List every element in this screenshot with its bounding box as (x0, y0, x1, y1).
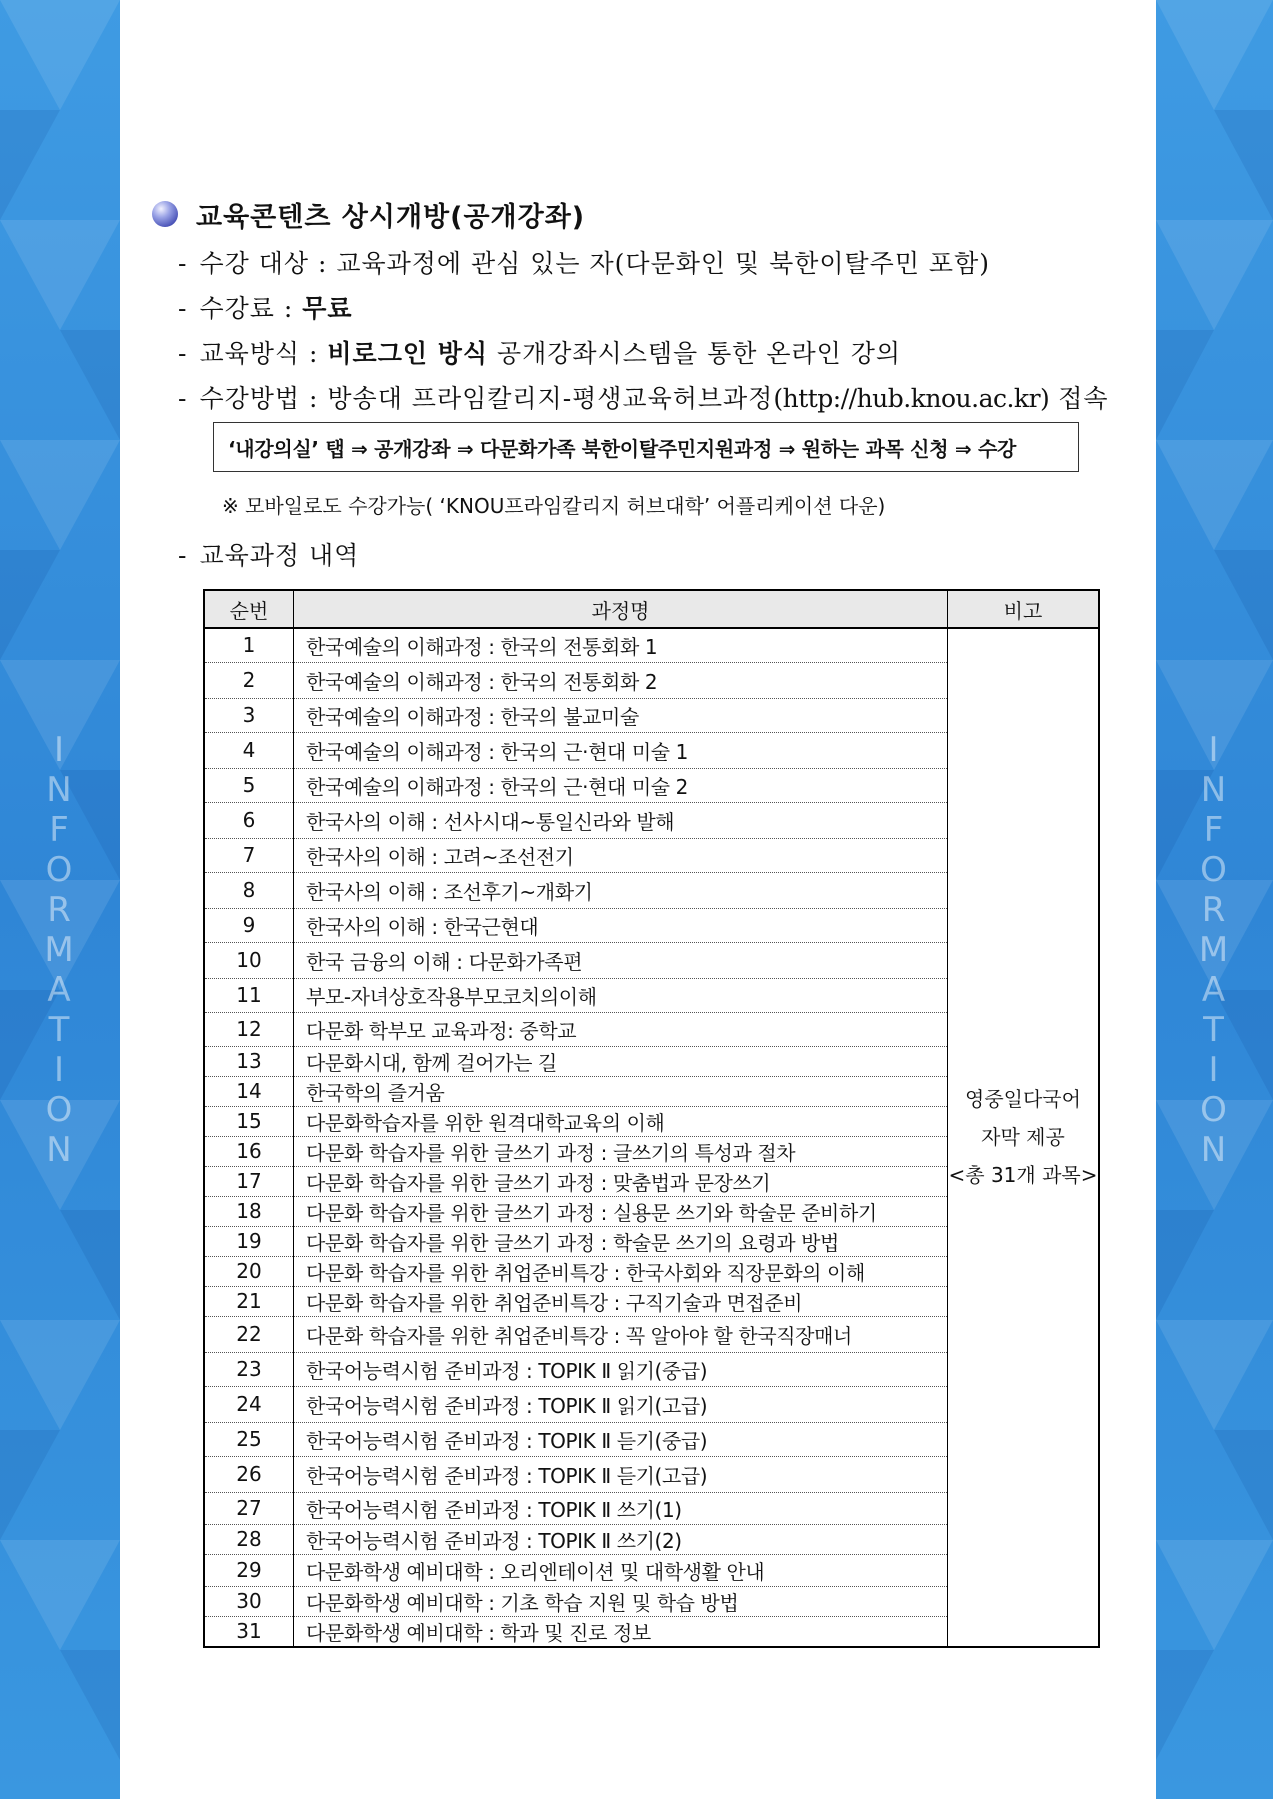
bullet-icon (152, 201, 178, 227)
course-name: 한국예술의 이해과정 : 한국의 근·현대 미술 1 (294, 732, 948, 768)
note-line: 영중일다국어 (965, 1087, 1081, 1112)
course-number: 1 (204, 628, 294, 662)
course-number: 27 (204, 1492, 294, 1524)
note-line: 자막 제공 (981, 1125, 1065, 1150)
course-name: 다문화 학습자를 위한 글쓰기 과정 : 글쓰기의 특성과 절차 (294, 1136, 948, 1166)
course-name: 한국학의 즐거움 (294, 1076, 948, 1106)
target-label: 수강 대상 : (199, 249, 328, 278)
course-name: 한국어능력시험 준비과정 : TOPIK Ⅱ 읽기(고급) (294, 1386, 948, 1422)
hub-url-link[interactable]: (http://hub.knou.ac.kr) (773, 384, 1050, 413)
course-name: 부모-자녀상호작용부모코치의이해 (294, 978, 948, 1012)
course-number: 20 (204, 1256, 294, 1286)
page-title: 교육콘텐츠 상시개방(공개강좌) (196, 201, 586, 233)
course-name: 한국어능력시험 준비과정 : TOPIK Ⅱ 쓰기(2) (294, 1524, 948, 1554)
course-number: 3 (204, 698, 294, 732)
table-header-row (204, 590, 1099, 628)
course-name: 다문화 학습자를 위한 취업준비특강 : 꼭 알아야 할 한국직장매너 (294, 1316, 948, 1352)
note-line: <총 31개 과목> (948, 1163, 1098, 1188)
course-name: 다문화 학습자를 위한 글쓰기 과정 : 학술문 쓰기의 요령과 방법 (294, 1226, 948, 1256)
side-label-left: I N F O R M A T I O N (44, 730, 76, 1170)
access-value: 방송대 프라임칼리지-평생교육허브과정 (327, 384, 774, 413)
course-number: 7 (204, 838, 294, 872)
course-name: 한국어능력시험 준비과정 : TOPIK Ⅱ 듣기(고급) (294, 1456, 948, 1492)
course-name: 한국예술의 이해과정 : 한국의 전통회화 1 (294, 628, 948, 662)
course-name: 한국사의 이해 : 고려~조선전기 (294, 838, 948, 872)
course-number: 29 (204, 1554, 294, 1586)
course-list-title: 교육과정 내역 (199, 541, 360, 570)
course-name: 다문화학생 예비대학 : 오리엔테이션 및 대학생활 안내 (294, 1554, 948, 1586)
right-decorative-band (1156, 0, 1273, 1799)
enrollment-flow-text: ‘내강의실’ 탭 ⇒ 공개강좌 ⇒ 다문화가족 북한이탈주민지원과정 ⇒ 원하는 과목 신청 ⇒ 수강 (228, 436, 1017, 461)
course-number: 22 (204, 1316, 294, 1352)
course-name: 한국예술의 이해과정 : 한국의 근·현대 미술 2 (294, 768, 948, 802)
course-name: 한국사의 이해 : 한국근현대 (294, 908, 948, 942)
course-number: 26 (204, 1456, 294, 1492)
course-number: 10 (204, 942, 294, 978)
course-number: 31 (204, 1616, 294, 1647)
course-table-body (204, 628, 1099, 1647)
course-name: 다문화학습자를 위한 원격대학교육의 이해 (294, 1106, 948, 1136)
header-note: 비고 (948, 590, 1100, 628)
course-name: 다문화 학습자를 위한 취업준비특강 : 한국사회와 직장문화의 이해 (294, 1256, 948, 1286)
course-name: 한국예술의 이해과정 : 한국의 불교미술 (294, 698, 948, 732)
course-number: 16 (204, 1136, 294, 1166)
course-number: 12 (204, 1012, 294, 1046)
course-number: 23 (204, 1352, 294, 1386)
course-name: 한국어능력시험 준비과정 : TOPIK Ⅱ 쓰기(1) (294, 1492, 948, 1524)
course-name: 다문화학생 예비대학 : 학과 및 진로 정보 (294, 1616, 948, 1647)
course-number: 2 (204, 662, 294, 698)
course-number: 19 (204, 1226, 294, 1256)
course-name: 한국사의 이해 : 조선후기~개화기 (294, 872, 948, 908)
course-number: 6 (204, 802, 294, 838)
method-value: 공개강좌시스템을 통한 온라인 강의 (496, 339, 902, 368)
course-number: 25 (204, 1422, 294, 1456)
course-number: 5 (204, 768, 294, 802)
method-bold-value: 비로그인 방식 (327, 339, 488, 368)
target-value: 교육과정에 관심 있는 자(다문화인 및 북한이탈주민 포함) (336, 249, 990, 278)
course-number: 17 (204, 1166, 294, 1196)
course-number: 21 (204, 1286, 294, 1316)
course-table (203, 589, 1100, 1648)
course-number: 15 (204, 1106, 294, 1136)
course-name: 한국어능력시험 준비과정 : TOPIK Ⅱ 읽기(중급) (294, 1352, 948, 1386)
course-number: 8 (204, 872, 294, 908)
course-name: 한국 금융의 이해 : 다문화가족편 (294, 942, 948, 978)
course-name: 다문화 학습자를 위한 글쓰기 과정 : 맞춤법과 문장쓰기 (294, 1166, 948, 1196)
method-label: 교육방식 : (199, 339, 319, 368)
course-number: 30 (204, 1586, 294, 1616)
left-decorative-band (0, 0, 120, 1799)
side-label-right: I N F O R M A T I O N (1198, 730, 1231, 1170)
target-line: - 수강 대상 : 교육과정에 관심 있는 자(다문화인 및 북한이탈주민 포함) (178, 249, 990, 278)
course-name: 한국예술의 이해과정 : 한국의 전통회화 2 (294, 662, 948, 698)
course-name: 다문화시대, 함께 걸어가는 길 (294, 1046, 948, 1076)
course-number: 24 (204, 1386, 294, 1422)
access-label: 수강방법 : (199, 384, 319, 413)
fee-value: 무료 (302, 294, 353, 323)
mobile-note: ※ 모바일로도 수강가능( ‘KNOU프라임칼리지 허브대학’ 어플리케이션 다운) (222, 494, 886, 518)
course-number: 28 (204, 1524, 294, 1554)
section-heading (150, 190, 1110, 238)
course-list-title-line: - 교육과정 내역 (178, 541, 360, 570)
course-name: 한국사의 이해 : 선사시대~통일신라와 발해 (294, 802, 948, 838)
course-name: 다문화 학습자를 위한 글쓰기 과정 : 실용문 쓰기와 학술문 준비하기 (294, 1196, 948, 1226)
access-suffix: 접속 (1058, 384, 1109, 413)
header-no: 순번 (204, 590, 294, 628)
method-line: - 교육방식 : 비로그인 방식 공개강좌시스템을 통한 온라인 강의 (178, 339, 902, 368)
enrollment-flow-box (213, 422, 1079, 472)
header-name: 과정명 (294, 590, 948, 628)
course-number: 11 (204, 978, 294, 1012)
course-number: 13 (204, 1046, 294, 1076)
course-name: 다문화 학습자를 위한 취업준비특강 : 구직기술과 면접준비 (294, 1286, 948, 1316)
course-name: 한국어능력시험 준비과정 : TOPIK Ⅱ 듣기(중급) (294, 1422, 948, 1456)
access-line: - 수강방법 : 방송대 프라임칼리지-평생교육허브과정(http://hub.knou.ac.kr) 접속 (178, 384, 1109, 413)
course-name: 다문화학생 예비대학 : 기초 학습 지원 및 학습 방법 (294, 1586, 948, 1616)
course-number: 14 (204, 1076, 294, 1106)
course-number: 4 (204, 732, 294, 768)
course-number: 18 (204, 1196, 294, 1226)
fee-label: 수강료 : (199, 294, 294, 323)
note-cell (948, 628, 1100, 1647)
course-name: 다문화 학부모 교육과정: 중학교 (294, 1012, 948, 1046)
course-number: 9 (204, 908, 294, 942)
fee-line: - 수강료 : 무료 (178, 294, 353, 323)
table-row (204, 628, 1099, 662)
